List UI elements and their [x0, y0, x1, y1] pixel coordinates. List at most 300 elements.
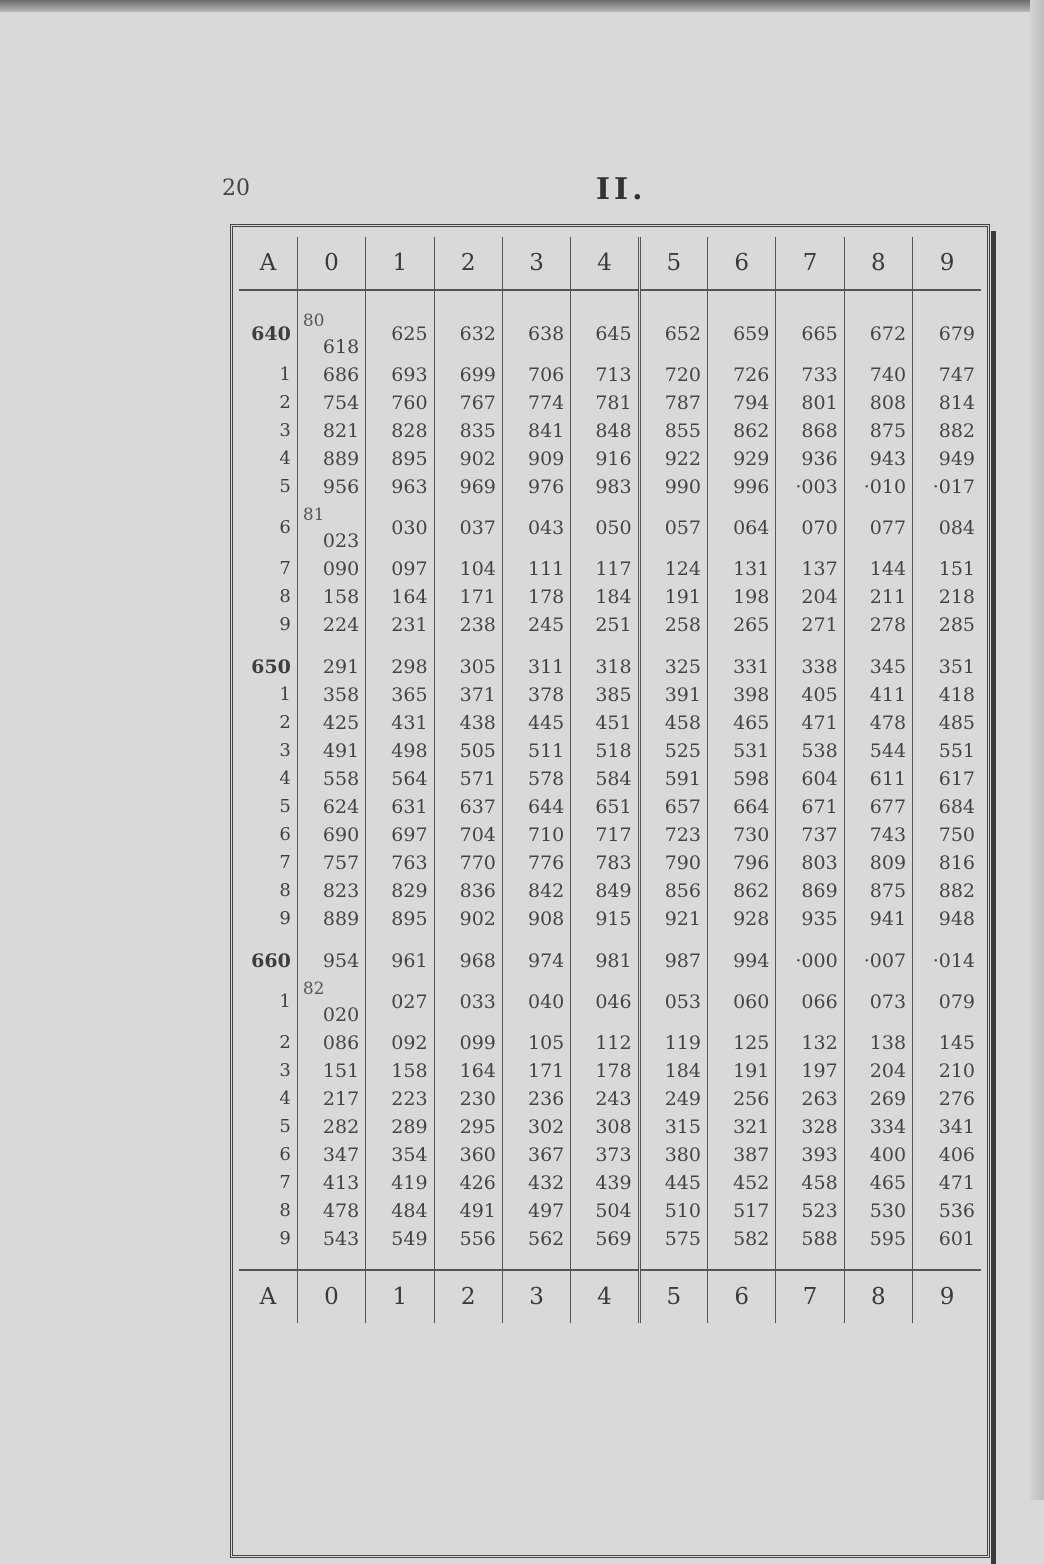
- table-row: [239, 501, 981, 555]
- argument-cell: 4: [239, 765, 297, 793]
- mantissa-cell: [502, 1169, 570, 1197]
- mantissa-cell: [776, 1029, 844, 1057]
- mantissa-cell: [707, 1113, 775, 1141]
- mantissa-cell: [639, 1225, 707, 1253]
- mantissa-value: 556: [459, 1228, 496, 1250]
- mantissa-value: 994: [733, 950, 770, 972]
- mantissa-cell: [844, 1141, 912, 1169]
- mantissa-value: 411: [869, 684, 907, 706]
- table-row: [239, 905, 981, 933]
- mantissa-value: 060: [733, 991, 770, 1013]
- footer-col-4: 4: [571, 1270, 639, 1323]
- mantissa-cell: [707, 445, 775, 473]
- mantissa-value: 740: [869, 364, 907, 386]
- mantissa-cell: [571, 877, 639, 905]
- table-row: [239, 1029, 981, 1057]
- mantissa-cell: [434, 765, 502, 793]
- mantissa-value: 224: [322, 614, 360, 636]
- table-row: [239, 445, 981, 473]
- mantissa-value: 747: [938, 364, 975, 386]
- mantissa-value: 582: [733, 1228, 770, 1250]
- mantissa-cell: [366, 1085, 434, 1113]
- mantissa-value: 505: [459, 740, 496, 762]
- argument-cell: 7: [239, 1169, 297, 1197]
- mantissa-value: 584: [595, 768, 632, 790]
- mantissa-cell: [297, 1141, 365, 1169]
- mantissa-cell: [502, 1197, 570, 1225]
- mantissa-cell: [844, 947, 912, 975]
- argument-cell: 7: [239, 555, 297, 583]
- mantissa-cell: [366, 821, 434, 849]
- mantissa-value: 595: [869, 1228, 907, 1250]
- mantissa-cell: [707, 1085, 775, 1113]
- mantissa-value: 518: [595, 740, 632, 762]
- mantissa-value: 387: [733, 1144, 770, 1166]
- mantissa-value: 856: [664, 880, 701, 902]
- mantissa-cell: [913, 1225, 981, 1253]
- table-row: [239, 361, 981, 389]
- mantissa-cell: [297, 905, 365, 933]
- mantissa-value: 119: [664, 1032, 701, 1054]
- table-row: [239, 1225, 981, 1253]
- mantissa-cell: [707, 473, 775, 501]
- mantissa-cell: [571, 905, 639, 933]
- mantissa-value: 882: [938, 420, 975, 442]
- mantissa-value: 706: [527, 364, 565, 386]
- argument-cell: 9: [239, 905, 297, 933]
- mantissa-value: 491: [459, 1200, 496, 1222]
- mantissa-value: 184: [595, 586, 632, 608]
- mantissa-cell: [776, 1141, 844, 1169]
- mantissa-cell: [776, 361, 844, 389]
- mantissa-value: 243: [595, 1088, 632, 1110]
- mantissa-value: 530: [869, 1200, 907, 1222]
- mantissa-cell: [366, 947, 434, 975]
- mantissa-cell: [844, 1029, 912, 1057]
- mantissa-cell: [707, 1197, 775, 1225]
- table-row: [239, 611, 981, 639]
- mantissa-cell: [776, 445, 844, 473]
- mantissa-cell: [639, 877, 707, 905]
- mantissa-cell: [434, 389, 502, 417]
- mantissa-value: 543: [322, 1228, 360, 1250]
- mantissa-cell: [502, 473, 570, 501]
- mantissa-value: 504: [595, 1200, 632, 1222]
- mantissa-value: 064: [733, 517, 770, 539]
- mantissa-cell: [776, 709, 844, 737]
- mantissa-cell: [639, 1113, 707, 1141]
- mantissa-cell: [913, 975, 981, 1029]
- mantissa-value: 517: [733, 1200, 770, 1222]
- mantissa-value: 754: [322, 392, 360, 414]
- mantissa-value: 558: [322, 768, 360, 790]
- mantissa-value: 638: [527, 323, 565, 345]
- mantissa-value: 591: [664, 768, 701, 790]
- mantissa-cell: [571, 975, 639, 1029]
- mantissa-cell: [434, 445, 502, 473]
- argument-cell: 3: [239, 417, 297, 445]
- mantissa-cell: [297, 653, 365, 681]
- page-number: 20: [222, 176, 250, 201]
- mantissa-value: 968: [459, 950, 496, 972]
- mantissa-cell: [844, 473, 912, 501]
- mantissa-value: 385: [595, 684, 632, 706]
- mantissa-cell: [571, 1057, 639, 1085]
- mantissa-cell: [639, 681, 707, 709]
- mantissa-cell: [639, 583, 707, 611]
- mantissa-cell: [434, 555, 502, 583]
- mantissa-value: 217: [322, 1088, 360, 1110]
- mantissa-cell: [502, 793, 570, 821]
- footer-col-0: 0: [297, 1270, 365, 1323]
- table-row: [239, 389, 981, 417]
- mantissa-cell: [776, 821, 844, 849]
- mantissa-cell: [434, 681, 502, 709]
- mantissa-value: 801: [801, 392, 838, 414]
- mantissa-cell: [502, 1113, 570, 1141]
- mantissa-cell: [434, 849, 502, 877]
- mantissa-cell: [502, 849, 570, 877]
- mantissa-value: 458: [801, 1172, 838, 1194]
- mantissa-value: 311: [527, 656, 565, 678]
- mantissa-value: 935: [801, 908, 838, 930]
- mantissa-cell: [707, 307, 775, 361]
- section-title: II.: [596, 172, 647, 207]
- mantissa-cell: [776, 417, 844, 445]
- mantissa-value: 037: [459, 517, 496, 539]
- mantissa-cell: [639, 653, 707, 681]
- mantissa-cell: [434, 1085, 502, 1113]
- mantissa-cell: [502, 947, 570, 975]
- mantissa-value: 271: [801, 614, 838, 636]
- mantissa-cell: [366, 389, 434, 417]
- mantissa-cell: [571, 473, 639, 501]
- table-row: [239, 975, 981, 1029]
- mantissa-cell: [844, 1113, 912, 1141]
- mantissa-cell: [502, 583, 570, 611]
- table-row: [239, 473, 981, 501]
- mantissa-value: 657: [664, 796, 701, 818]
- mantissa-cell: [297, 1169, 365, 1197]
- mantissa-cell: [571, 793, 639, 821]
- mantissa-value: 969: [459, 476, 496, 498]
- mantissa-value: 601: [938, 1228, 975, 1250]
- mantissa-value: 672: [869, 323, 907, 345]
- mantissa-value: 562: [527, 1228, 565, 1250]
- mantissa-cell: [639, 793, 707, 821]
- mantissa-cell: [366, 709, 434, 737]
- mantissa-cell: [844, 905, 912, 933]
- mantissa-value: 544: [869, 740, 907, 762]
- mantissa-value: 578: [527, 768, 565, 790]
- mantissa-cell: [913, 389, 981, 417]
- mantissa-cell: [639, 473, 707, 501]
- mantissa-value: 164: [459, 1060, 496, 1082]
- mantissa-value: 112: [595, 1032, 632, 1054]
- mantissa-cell: [707, 905, 775, 933]
- mantissa-value: 023: [322, 530, 360, 552]
- mantissa-value: 902: [459, 908, 496, 930]
- mantissa-value: 842: [527, 880, 565, 902]
- mantissa-value: 263: [801, 1088, 838, 1110]
- footer-row: [239, 1270, 981, 1323]
- mantissa-value: 730: [733, 824, 770, 846]
- mantissa-cell: [502, 1057, 570, 1085]
- argument-cell: 660: [239, 947, 297, 975]
- mantissa-cell: [844, 307, 912, 361]
- mantissa-value: 354: [391, 1144, 428, 1166]
- mantissa-cell: [502, 501, 570, 555]
- table-frame: [230, 224, 990, 1558]
- mantissa-value: ·007: [863, 950, 907, 972]
- mantissa-value: 571: [459, 768, 496, 790]
- argument-cell: 650: [239, 653, 297, 681]
- mantissa-cell: [844, 793, 912, 821]
- mantissa-cell: [639, 905, 707, 933]
- mantissa-cell: [639, 555, 707, 583]
- mantissa-value: 295: [459, 1116, 496, 1138]
- mantissa-cell: [571, 1197, 639, 1225]
- mantissa-value: 393: [801, 1144, 838, 1166]
- mantissa-cell: [366, 1169, 434, 1197]
- mantissa-cell: [297, 389, 365, 417]
- mantissa-cell: [502, 361, 570, 389]
- mantissa-value: 218: [938, 586, 975, 608]
- mantissa-value: 070: [801, 517, 838, 539]
- table-row: [239, 1057, 981, 1085]
- mantissa-value: 378: [527, 684, 565, 706]
- mantissa-cell: [366, 473, 434, 501]
- mantissa-cell: [571, 611, 639, 639]
- mantissa-cell: [502, 765, 570, 793]
- mantissa-value: 478: [869, 712, 907, 734]
- header-col-5: 5: [639, 237, 707, 290]
- mantissa-value: 841: [527, 420, 565, 442]
- mantissa-cell: [776, 501, 844, 555]
- mantissa-cell: [639, 361, 707, 389]
- mantissa-cell: [707, 709, 775, 737]
- mantissa-value: 611: [869, 768, 907, 790]
- mantissa-value: 331: [733, 656, 770, 678]
- mantissa-value: 445: [664, 1172, 701, 1194]
- argument-cell: 4: [239, 1085, 297, 1113]
- mantissa-value: 158: [391, 1060, 428, 1082]
- logarithm-table: [239, 237, 981, 1323]
- mantissa-cell: [366, 681, 434, 709]
- mantissa-value: 794: [733, 392, 770, 414]
- mantissa-cell: [639, 1029, 707, 1057]
- mantissa-cell: [297, 681, 365, 709]
- footer-col-7: 7: [776, 1270, 844, 1323]
- mantissa-value: 720: [664, 364, 701, 386]
- mantissa-cell: [571, 653, 639, 681]
- leading-digits: 80: [302, 311, 325, 331]
- argument-cell: 7: [239, 849, 297, 877]
- mantissa-cell: [776, 555, 844, 583]
- mantissa-value: 588: [801, 1228, 838, 1250]
- mantissa-cell: [571, 555, 639, 583]
- mantissa-cell: [913, 849, 981, 877]
- mantissa-value: 491: [322, 740, 360, 762]
- mantissa-value: 302: [527, 1116, 565, 1138]
- mantissa-cell: [366, 1141, 434, 1169]
- mantissa-cell: [502, 821, 570, 849]
- table-row: [239, 821, 981, 849]
- header-col-9: 9: [913, 237, 981, 290]
- mantissa-value: 125: [733, 1032, 770, 1054]
- mantissa-value: 726: [733, 364, 770, 386]
- mantissa-cell: [297, 417, 365, 445]
- mantissa-cell: [297, 473, 365, 501]
- mantissa-cell: [571, 445, 639, 473]
- mantissa-cell: [366, 307, 434, 361]
- mantissa-value: 347: [322, 1144, 360, 1166]
- mantissa-cell: [844, 583, 912, 611]
- mantissa-cell: [502, 681, 570, 709]
- mantissa-cell: [776, 611, 844, 639]
- table-row: [239, 765, 981, 793]
- mantissa-cell: [913, 473, 981, 501]
- mantissa-value: 053: [664, 991, 701, 1013]
- mantissa-value: 963: [391, 476, 428, 498]
- mantissa-cell: [297, 555, 365, 583]
- mantissa-value: 178: [595, 1060, 632, 1082]
- mantissa-value: 821: [322, 420, 360, 442]
- table-row: [239, 681, 981, 709]
- mantissa-cell: [571, 417, 639, 445]
- header-col-1: 1: [366, 237, 434, 290]
- mantissa-value: 050: [595, 517, 632, 539]
- mantissa-cell: [434, 1113, 502, 1141]
- mantissa-cell: [844, 361, 912, 389]
- mantissa-value: 111: [527, 558, 565, 580]
- mantissa-cell: [913, 1113, 981, 1141]
- mantissa-value: 090: [322, 558, 360, 580]
- mantissa-cell: [913, 1029, 981, 1057]
- mantissa-value: 380: [664, 1144, 701, 1166]
- mantissa-cell: [707, 611, 775, 639]
- mantissa-cell: [297, 1029, 365, 1057]
- mantissa-cell: [776, 737, 844, 765]
- mantissa-value: 637: [459, 796, 496, 818]
- mantissa-value: 305: [459, 656, 496, 678]
- mantissa-cell: [571, 709, 639, 737]
- leading-digits: 82: [302, 979, 325, 999]
- mantissa-cell: [434, 583, 502, 611]
- mantissa-value: 276: [938, 1088, 975, 1110]
- mantissa-cell: [913, 1057, 981, 1085]
- footer-col-3: 3: [502, 1270, 570, 1323]
- mantissa-value: 278: [869, 614, 907, 636]
- mantissa-value: 191: [733, 1060, 770, 1082]
- mantissa-value: 341: [938, 1116, 975, 1138]
- mantissa-value: 164: [391, 586, 428, 608]
- mantissa-value: 996: [733, 476, 770, 498]
- mantissa-value: 027: [391, 991, 428, 1013]
- mantissa-cell: [639, 1057, 707, 1085]
- mantissa-value: 465: [869, 1172, 907, 1194]
- mantissa-value: 318: [595, 656, 632, 678]
- mantissa-value: 723: [664, 824, 701, 846]
- footer-col-9: 9: [913, 1270, 981, 1323]
- mantissa-value: 684: [938, 796, 975, 818]
- argument-cell: 5: [239, 1113, 297, 1141]
- mantissa-cell: [297, 737, 365, 765]
- mantissa-cell: [707, 501, 775, 555]
- mantissa-value: 796: [733, 852, 770, 874]
- mantissa-cell: [502, 445, 570, 473]
- scan-right-edge: [1030, 0, 1044, 1500]
- mantissa-value: 790: [664, 852, 701, 874]
- mantissa-cell: [434, 1197, 502, 1225]
- mantissa-cell: [571, 1029, 639, 1057]
- mantissa-cell: [571, 737, 639, 765]
- mantissa-value: 757: [322, 852, 360, 874]
- mantissa-value: 974: [527, 950, 565, 972]
- mantissa-cell: [707, 737, 775, 765]
- mantissa-cell: [571, 583, 639, 611]
- mantissa-value: 132: [801, 1032, 838, 1054]
- mantissa-cell: [639, 1141, 707, 1169]
- mantissa-value: 325: [664, 656, 701, 678]
- mantissa-cell: [707, 389, 775, 417]
- mantissa-value: 238: [459, 614, 496, 636]
- mantissa-cell: [434, 1225, 502, 1253]
- mantissa-value: 033: [459, 991, 496, 1013]
- mantissa-cell: [913, 653, 981, 681]
- mantissa-cell: [707, 821, 775, 849]
- mantissa-cell: [502, 555, 570, 583]
- table-row: [239, 1141, 981, 1169]
- mantissa-value: 783: [595, 852, 632, 874]
- mantissa-value: 197: [801, 1060, 838, 1082]
- mantissa-value: 210: [938, 1060, 975, 1082]
- mantissa-value: 941: [869, 908, 907, 930]
- mantissa-cell: [297, 877, 365, 905]
- mantissa-value: 137: [801, 558, 838, 580]
- mantissa-value: 211: [869, 586, 907, 608]
- mantissa-cell: [297, 361, 365, 389]
- mantissa-cell: [366, 737, 434, 765]
- footer-col-2: 2: [434, 1270, 502, 1323]
- leading-digits: 81: [302, 505, 325, 525]
- mantissa-value: 929: [733, 448, 770, 470]
- mantissa-cell: [707, 1057, 775, 1085]
- mantissa-value: ·017: [932, 476, 975, 498]
- mantissa-cell: [366, 1225, 434, 1253]
- mantissa-value: 895: [391, 448, 428, 470]
- mantissa-cell: [366, 1113, 434, 1141]
- mantissa-cell: [707, 765, 775, 793]
- table-row: [239, 947, 981, 975]
- mantissa-cell: [502, 389, 570, 417]
- mantissa-cell: [639, 501, 707, 555]
- mantissa-value: 230: [459, 1088, 496, 1110]
- mantissa-value: 671: [801, 796, 838, 818]
- mantissa-cell: [434, 361, 502, 389]
- mantissa-value: 030: [391, 517, 428, 539]
- mantissa-value: 191: [664, 586, 701, 608]
- mantissa-cell: [366, 975, 434, 1029]
- footer-col-5: 5: [639, 1270, 707, 1323]
- mantissa-cell: [776, 473, 844, 501]
- argument-cell: 3: [239, 737, 297, 765]
- mantissa-value: 948: [938, 908, 975, 930]
- table-row: [239, 1169, 981, 1197]
- mantissa-value: 079: [938, 991, 975, 1013]
- mantissa-cell: [297, 709, 365, 737]
- mantissa-cell: [913, 947, 981, 975]
